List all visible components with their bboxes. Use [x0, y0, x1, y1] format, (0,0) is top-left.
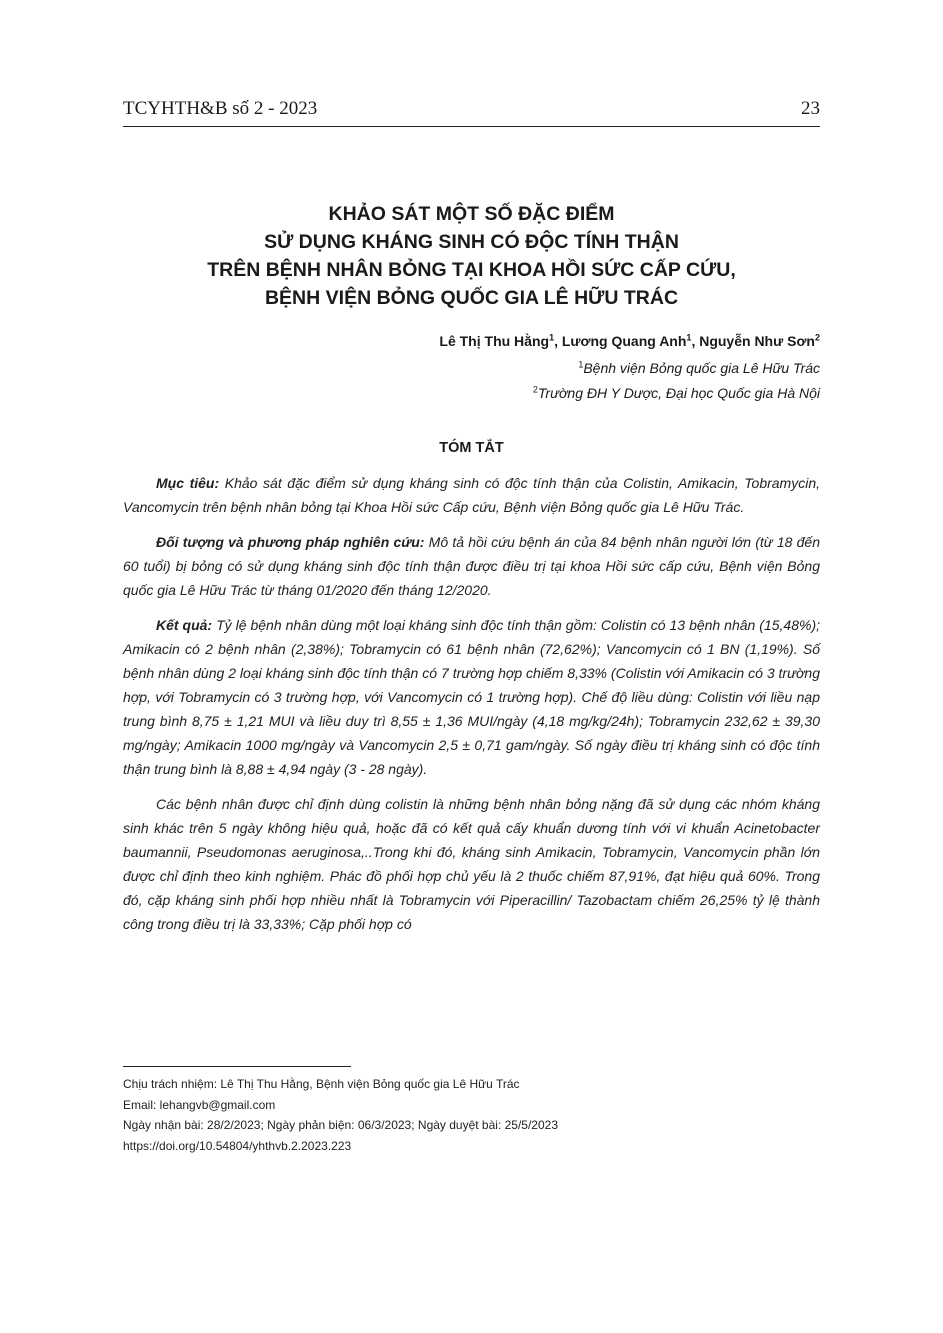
footnote-divider [123, 1066, 351, 1067]
page-number: 23 [801, 98, 820, 119]
abstract-discussion [123, 792, 820, 936]
author-separator: , [554, 333, 562, 349]
objective-text: Khảo sát đặc điểm sử dụng kháng sinh có độc tính thận của Colistin, Amikacin, Tobramycin, Vancomycin trên bệnh nhân bỏng tại Khoa Hồi sức Cấp cứu, Bệnh viện Bỏng quốc gia Lê Hữu Trác. [123, 475, 820, 515]
author-name: Lê Thị Thu Hằng [439, 333, 550, 349]
footnote-dates: Ngày nhận bài: 28/2/2023; Ngày phản biện: 06/3/2023; Ngày duyệt bài: 25/5/2023 [123, 1118, 558, 1132]
affiliation-mark: 2 [532, 384, 538, 395]
results-label: Kết quả: [156, 617, 213, 633]
abstract-body [123, 471, 820, 947]
running-header [123, 96, 820, 127]
methods-text: Mô tả hồi cứu bệnh án của 84 bệnh nhân người lớn (từ 18 đến 60 tuổi) bị bỏng có sử dụng kháng sinh độc tính thận được điều trị tại khoa Hồi sức cấp cứu, Bệnh viện Bỏng quốc gia Lê Hữu Trác từ tháng 01/2020 đến tháng 12/2020. [123, 534, 820, 598]
title-line: BỆNH VIỆN BỎNG QUỐC GIA LÊ HỮU TRÁC [264, 287, 679, 309]
author-affiliation-mark: 1 [549, 332, 555, 343]
affiliation-mark: 1 [578, 359, 584, 370]
affiliation-text: Trường ĐH Y Dược, Đại học Quốc gia Hà Nội [537, 385, 820, 401]
discussion-text: Các bệnh nhân được chỉ định dùng colistin là những bệnh nhân bỏng nặng đã sử dụng các nhóm kháng sinh khác trên 5 ngày không hiệu quả, hoặc đã có kết quả cấy khuẩn dương tính với vi khuẩn Acinetobacter baumannii, Pseudomonas aeruginosa,..Trong khi đó, kháng sinh Amikacin, Tobramycin, Vancomycin phần lớn được chỉ định theo kinh nghiệm. Phác đồ phối hợp chủ yếu là 2 thuốc chiếm 87,91%, đạt hiệu quả 60%. Trong đó, cặp kháng sinh phối hợp nhiều nhất là Tobramycin với Piperacillin/ Tazobactam chiếm 26,25% tỷ lệ thành công trong điều trị là 33,33%; Cặp phối hợp có [123, 796, 820, 932]
abstract-methods [123, 530, 820, 602]
title-line: SỬ DỤNG KHÁNG SINH CÓ ĐỘC TÍNH THẬN [264, 231, 679, 253]
author-separator: , [691, 333, 700, 349]
methods-label: Đối tượng và phương pháp nghiên cứu: [156, 534, 425, 550]
title-line: TRÊN BỆNH NHÂN BỎNG TẠI KHOA HỒI SỨC CẤP CỨU, [207, 259, 736, 281]
journal-issue: TCYHTH&B số 2 - 2023 [123, 98, 318, 119]
author-affiliation-mark: 1 [686, 332, 692, 343]
affiliation [123, 385, 820, 401]
footnote-responsible: Chịu trách nhiệm: Lê Thị Thu Hằng, Bệnh viện Bỏng quốc gia Lê Hữu Trác [123, 1077, 520, 1091]
article-title [123, 200, 820, 312]
affiliation-text: Bệnh viện Bỏng quốc gia Lê Hữu Trác [583, 360, 820, 376]
abstract-objective [123, 471, 820, 519]
abstract-results [123, 613, 820, 781]
author-name: Lương Quang Anh [561, 333, 687, 349]
footnote-doi-link[interactable]: https://doi.org/10.54804/yhthvb.2.2023.223 [123, 1138, 352, 1153]
footnotes [123, 1074, 820, 1156]
footnote-email: Email: lehangvb@gmail.com [123, 1097, 276, 1112]
affiliation [123, 360, 820, 376]
results-text: Tỷ lệ bệnh nhân dùng một loại kháng sinh độc tính thận gồm: Colistin có 13 bệnh nhân (15,48%); Amikacin có 2 bệnh nhân (2,38%); Tobramycin có 61 bệnh nhân (72,62%); Vancomycin có 1 BN (1,19%). Số bệnh nhân dùng 2 loại kháng sinh độc tính thận có 7 trường hợp chiếm 8,33% (Colistin với Amikacin có 3 trường hợp, với Tobramycin có 3 trường hợp, với Vancomycin có 1 trường hợp). Chế độ liều dùng: Colistin với liều nạp trung bình 8,75 ± 1,21 MUI và liều duy trì 8,55 ± 1,36 MUI/ngày (4,18 mg/kg/24h); Tobramycin 232,62 ± 39,30 mg/ngày; Amikacin 1000 mg/ngày và Vancomycin 2,5 ± 0,71 gam/ngày. Số ngày điều trị kháng sinh có độc tính thận trung bình là 8,88 ± 4,94 ngày (3 - 28 ngày). [123, 617, 820, 777]
objective-label: Mục tiêu: [156, 475, 220, 491]
author-list [123, 333, 820, 349]
author-affiliation-mark: 2 [814, 332, 820, 343]
author-name: Nguyễn Như Sơn [699, 333, 815, 349]
title-line: KHẢO SÁT MỘT SỐ ĐẶC ĐIỂM [328, 203, 615, 225]
abstract-heading: TÓM TẮT [439, 440, 504, 456]
